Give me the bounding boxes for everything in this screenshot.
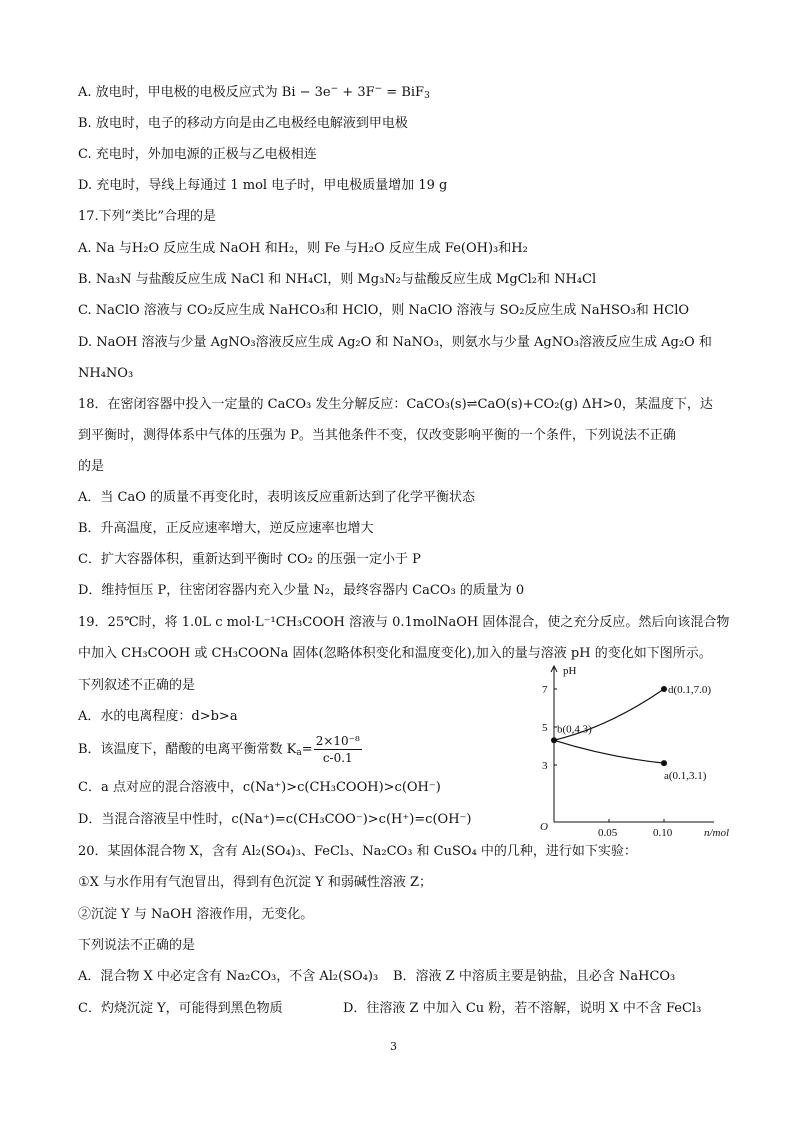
y-tick-label: 5 [542, 722, 548, 734]
q16-option-a: A. 放电时，甲电极的电极反应式为 Bi − 3e− + 3F− = BiF$_3$ [78, 84, 430, 101]
q20-ask: 下列说法不正确的是 [78, 938, 196, 953]
y-tick-label: 3 [542, 760, 548, 772]
q20-step-2: ②沉淀 Y 与 NaOH 溶液作用，无变化。 [78, 907, 314, 922]
q19-stem-line2: 中加入 CH₃COOH 或 CH₃COONa 固体(忽略体积变化和温度变化),加入的量与溶液 pH 的变化如下图所示。 [78, 646, 712, 661]
data-point [661, 760, 667, 766]
data-point-label: d(0.1,7.0) [668, 684, 712, 696]
q20-stem: 20．某固体混合物 X，含有 Al₂(SO₄)₃、FeCl₃、Na₂CO₃ 和 CuSO₄ 中的几种，进行如下实验： [78, 844, 637, 859]
q17-option-d: D. NaOH 溶液与少量 AgNO₃溶液反应生成 Ag₂O 和 NaNO₃，则氨水与少量 AgNO₃溶液反应生成 Ag₂O 和 [78, 335, 712, 350]
q17-option-a: A. Na 与H₂O 反应生成 NaOH 和H₂，则 Fe 与H₂O 反应生成 Fe(OH)₃和H₂ [78, 241, 528, 256]
data-point-label: a(0.1,3.1) [664, 770, 707, 783]
y-tick-label: 7 [542, 684, 548, 696]
q20-option-c: C．灼烧沉淀 Y，可能得到黑色物质 [78, 1001, 283, 1016]
series-line-2 [554, 740, 664, 763]
q19-option-c: C．a 点对应的混合溶液中，c(Na⁺)>c(CH₃COOH)>c(OH⁻) [78, 780, 441, 795]
data-point [551, 737, 557, 743]
q18-option-c: C．扩大容器体积，重新达到平衡时 CO₂ 的压强一定小于 P [78, 552, 421, 567]
q18-stem-line1: 18．在密闭容器中投入一定量的 CaCO₃ 发生分解反应：CaCO₃(s)⇌CaO(s)+CO₂(g) ΔH>0，某温度下，达 [78, 397, 713, 412]
q18-stem-line2: 到平衡时，测得体系中气体的压强为 P。当其他条件不变，仅改变影响平衡的一个条件，下列说法不正确 [78, 428, 676, 443]
q20-option-a: A．混合物 X 中必定含有 Na₂CO₃，不含 Al₂(SO₄)₃ [78, 969, 379, 984]
q16-option-d: D. 充电时，导线上每通过 1 mol 电子时，甲电极质量增加 19 g [78, 178, 448, 193]
q18-option-a: A．当 CaO 的质量不再变化时，表明该反应重新达到了化学平衡状态 [78, 490, 476, 505]
q19-option-b [78, 733, 362, 766]
q19-option-d: D．当混合溶液呈中性时，c(Na⁺)=c(CH₃COO⁻)>c(H⁺)=c(OH⁻) [78, 812, 472, 827]
ph-chart [530, 662, 740, 840]
q19-ka-fraction [314, 733, 362, 766]
x-axis-label: n/mol [704, 827, 730, 839]
y-axis-label: pH [563, 665, 577, 677]
q17-stem: 17.下列“类比”合理的是 [78, 209, 216, 224]
q19-ka-subscript: a [296, 748, 302, 758]
q20-option-b: B．溶液 Z 中溶质主要是钠盐，且必含 NaHCO₃ [393, 969, 676, 984]
page-number: 3 [390, 1040, 397, 1053]
q20-step-1: ①X 与水作用有气泡冒出，得到有色沉淀 Y 和弱碱性溶液 Z； [78, 875, 433, 890]
q16-option-a-text3: = BiF [382, 85, 425, 100]
q18-option-b: B．升高温度，正反应速率增大，逆反应速率也增大 [78, 521, 374, 536]
q20-option-d: D．往溶液 Z 中加入 Cu 粉，若不溶解，说明 X 中不含 FeCl₃ [343, 1001, 702, 1016]
q18-option-d: D．维持恒压 P，往密闭容器内充入少量 N₂，最终容器内 CaCO₃ 的质量为 0 [78, 583, 525, 598]
origin-label: O [540, 821, 548, 833]
q16-option-a-text: A. 放电时，甲电极的电极反应式为 Bi − 3e [78, 85, 331, 100]
q16-option-b: B. 放电时，电子的移动方向是由乙电极经电解液到甲电极 [78, 116, 408, 131]
data-point-label: b(0,4.3) [557, 723, 592, 736]
q16-option-c: C. 充电时，外加电源的正极与乙电极相连 [78, 147, 317, 162]
q17-option-c: C. NaClO 溶液与 CO₂反应生成 NaHCO₃和 HClO，则 NaClO 溶液与 SO₂反应生成 NaHSO₃和 HClO [78, 303, 690, 318]
q17-option-d-cont: NH₄NO₃ [78, 366, 134, 381]
q19-option-a: A．水的电离程度：d>b>a [78, 709, 238, 724]
q19-stem-line1: 19．25℃时，将 1.0L c mol·L⁻¹CH₃COOH 溶液与 0.1molNaOH 固体混合，使之充分反应。然后向该混合物 [78, 615, 730, 630]
x-tick-label: 0.10 [653, 827, 673, 839]
q18-stem-line3: 的是 [78, 459, 105, 474]
q17-option-b: B. Na₃N 与盐酸反应生成 NaCl 和 NH₄Cl，则 Mg₃N₂与盐酸反应生成 MgCl₂和 NH₄Cl [78, 272, 597, 287]
x-tick-label: 0.05 [598, 827, 618, 839]
q19-ka-equals: = [301, 742, 313, 757]
q16-option-a-text2: + 3F [338, 85, 375, 100]
q19-ka-denominator: c-0.1 [322, 751, 353, 765]
q19-ka-numerator: 2×10⁻⁸ [315, 734, 360, 748]
q19-stem-line3: 下列叙述不正确的是 [78, 678, 196, 693]
q19-option-b-text: B．该温度下，醋酸的电离平衡常数 K [78, 742, 297, 757]
data-point [661, 686, 667, 692]
